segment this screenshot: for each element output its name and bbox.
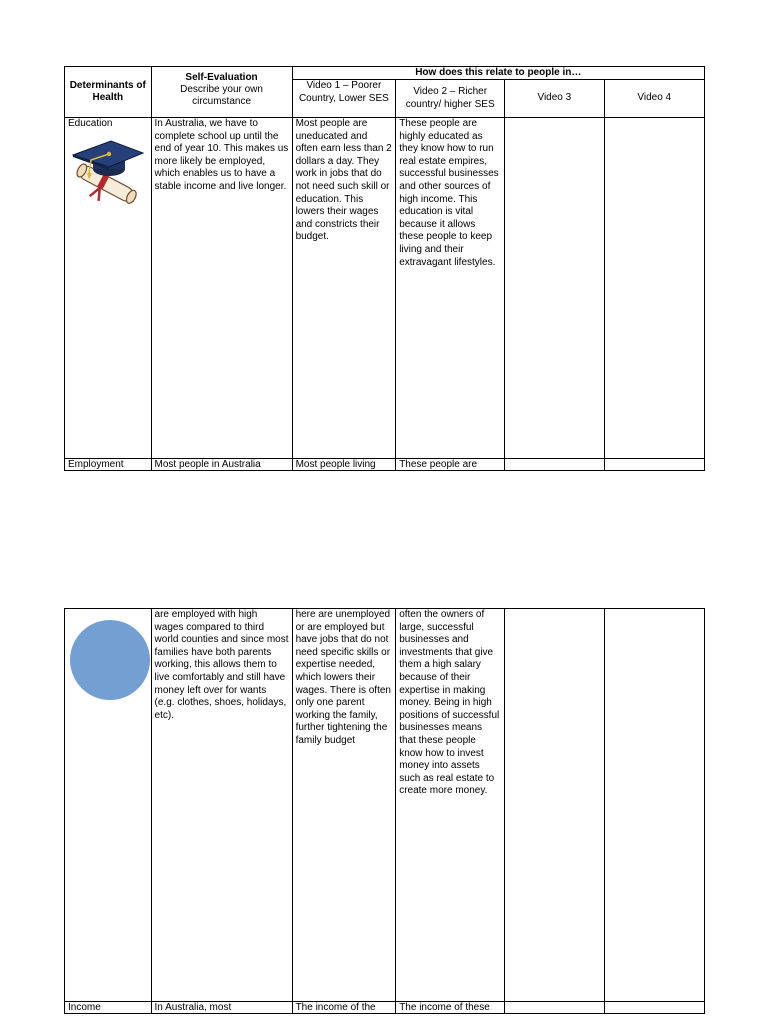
table-row-employment-start [65, 459, 705, 471]
education-label: Education [68, 118, 113, 129]
header-self-evaluation-subtitle: Describe your own circumstance [180, 84, 263, 107]
table-row-income-start [65, 1002, 705, 1014]
employment-icon-cell [65, 609, 152, 1002]
header-how-relate: How does this relate to people in… [292, 67, 704, 80]
header-determinants: Determinants of Health [65, 67, 152, 118]
employment-label: Employment [65, 459, 152, 471]
header-video-3: Video 3 [505, 80, 604, 118]
employment-video-3 [505, 459, 604, 471]
header-self-evaluation [151, 67, 292, 118]
employment-self-evaluation-continued: are employed with high wages compared to third world counties and since most families have both parents working, this allows them to live comfortably and still have money left over for wants (e.g. clothes, shoes, holidays, etc). [151, 609, 292, 1002]
income-label: Income [65, 1002, 152, 1014]
graduation-cap-and-diploma-icon [69, 133, 145, 211]
determinants-table-page-2 [64, 608, 705, 1014]
employment-video-4 [604, 459, 704, 471]
employment-video-4-continued [604, 609, 704, 1002]
income-video-3 [505, 1002, 604, 1014]
employment-video-2-start: These people are [396, 459, 505, 471]
education-video-4 [604, 118, 704, 459]
employment-video-1-continued: here are unemployed or are employed but have jobs that do not need specific skills or expertise needed, which lowers their wages. There is often only one parent working the family, further tightening the family budget [292, 609, 396, 1002]
education-video-1: Most people are uneducated and often earn less than 2 dollars a day. They work in jobs that do not need such skill or education. This lowers their wages and constricts their budget. [292, 118, 396, 459]
employment-self-evaluation-start: Most people in Australia [151, 459, 292, 471]
header-video-4: Video 4 [604, 80, 704, 118]
education-self-evaluation: In Australia, we have to complete school up until the end of year 10. This makes us more likely be employed, which enables us to have a stable income and live longer. [151, 118, 292, 459]
header-self-evaluation-title: Self-Evaluation [185, 72, 258, 83]
employment-video-1-start: Most people living [292, 459, 396, 471]
blue-circle-icon [69, 619, 151, 701]
income-video-2-start: The income of these [396, 1002, 505, 1014]
header-video-1: Video 1 – Poorer Country, Lower SES [292, 80, 396, 118]
employment-video-2-continued: often the owners of large, successful businesses and investments that give them a high salary because of their expertise in making money. Being in high positions of successful businesses means that these people know how to invest money into assets such as real estate to create more money. [396, 609, 505, 1002]
table-row-employment-continued [65, 609, 705, 1002]
education-video-2: These people are highly educated as they know how to run real estate empires, successful businesses and other sources of high income. This education is vital because it allows these people to keep living and their extravagant lifestyles. [396, 118, 505, 459]
income-video-4 [604, 1002, 704, 1014]
education-label-cell [65, 118, 152, 459]
education-video-3 [505, 118, 604, 459]
employment-video-3-continued [505, 609, 604, 1002]
income-video-1-start: The income of the [292, 1002, 396, 1014]
income-self-evaluation-start: In Australia, most [151, 1002, 292, 1014]
header-video-2: Video 2 – Richer country/ higher SES [396, 80, 505, 118]
determinants-table-page-1 [64, 66, 705, 471]
table-row-education [65, 118, 705, 459]
